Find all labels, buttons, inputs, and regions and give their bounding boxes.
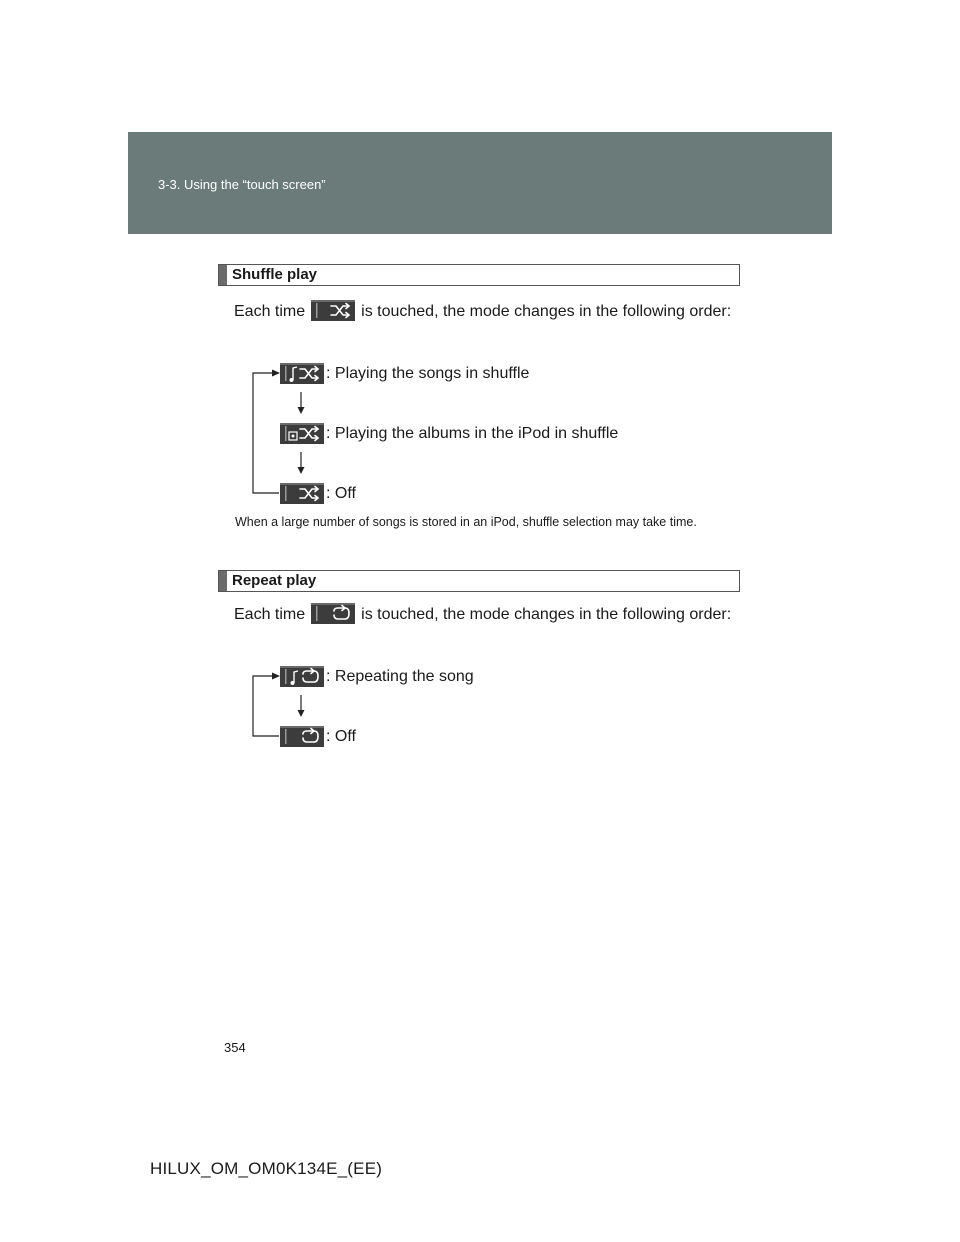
repeat-mode-label: : Repeating the song xyxy=(326,668,474,685)
shuffle-mode-label: : Playing the albums in the iPod in shuffle xyxy=(326,425,619,442)
chapter-title: 3-3. Using the “touch screen” xyxy=(158,177,326,192)
intro-text-before: Each time xyxy=(234,303,306,320)
section-heading-label: Shuffle play xyxy=(232,266,318,283)
repeat-mode-label: : Off xyxy=(326,728,356,745)
intro-text-after: is touched, the mode changes in the following order: xyxy=(361,303,732,320)
shuffle-mode-label: : Off xyxy=(326,485,356,502)
document-code: HILUX_OM_OM0K134E_(EE) xyxy=(150,1159,383,1178)
page-number: 354 xyxy=(224,1040,246,1055)
shuffle-mode-label: : Playing the songs in shuffle xyxy=(326,365,530,382)
intro-text-after: is touched, the mode changes in the following order: xyxy=(361,606,732,623)
intro-text-before: Each time xyxy=(234,606,306,623)
section-heading-label: Repeat play xyxy=(232,572,317,589)
shuffle-note: When a large number of songs is stored in an iPod, shuffle selection may take time. xyxy=(235,515,697,529)
